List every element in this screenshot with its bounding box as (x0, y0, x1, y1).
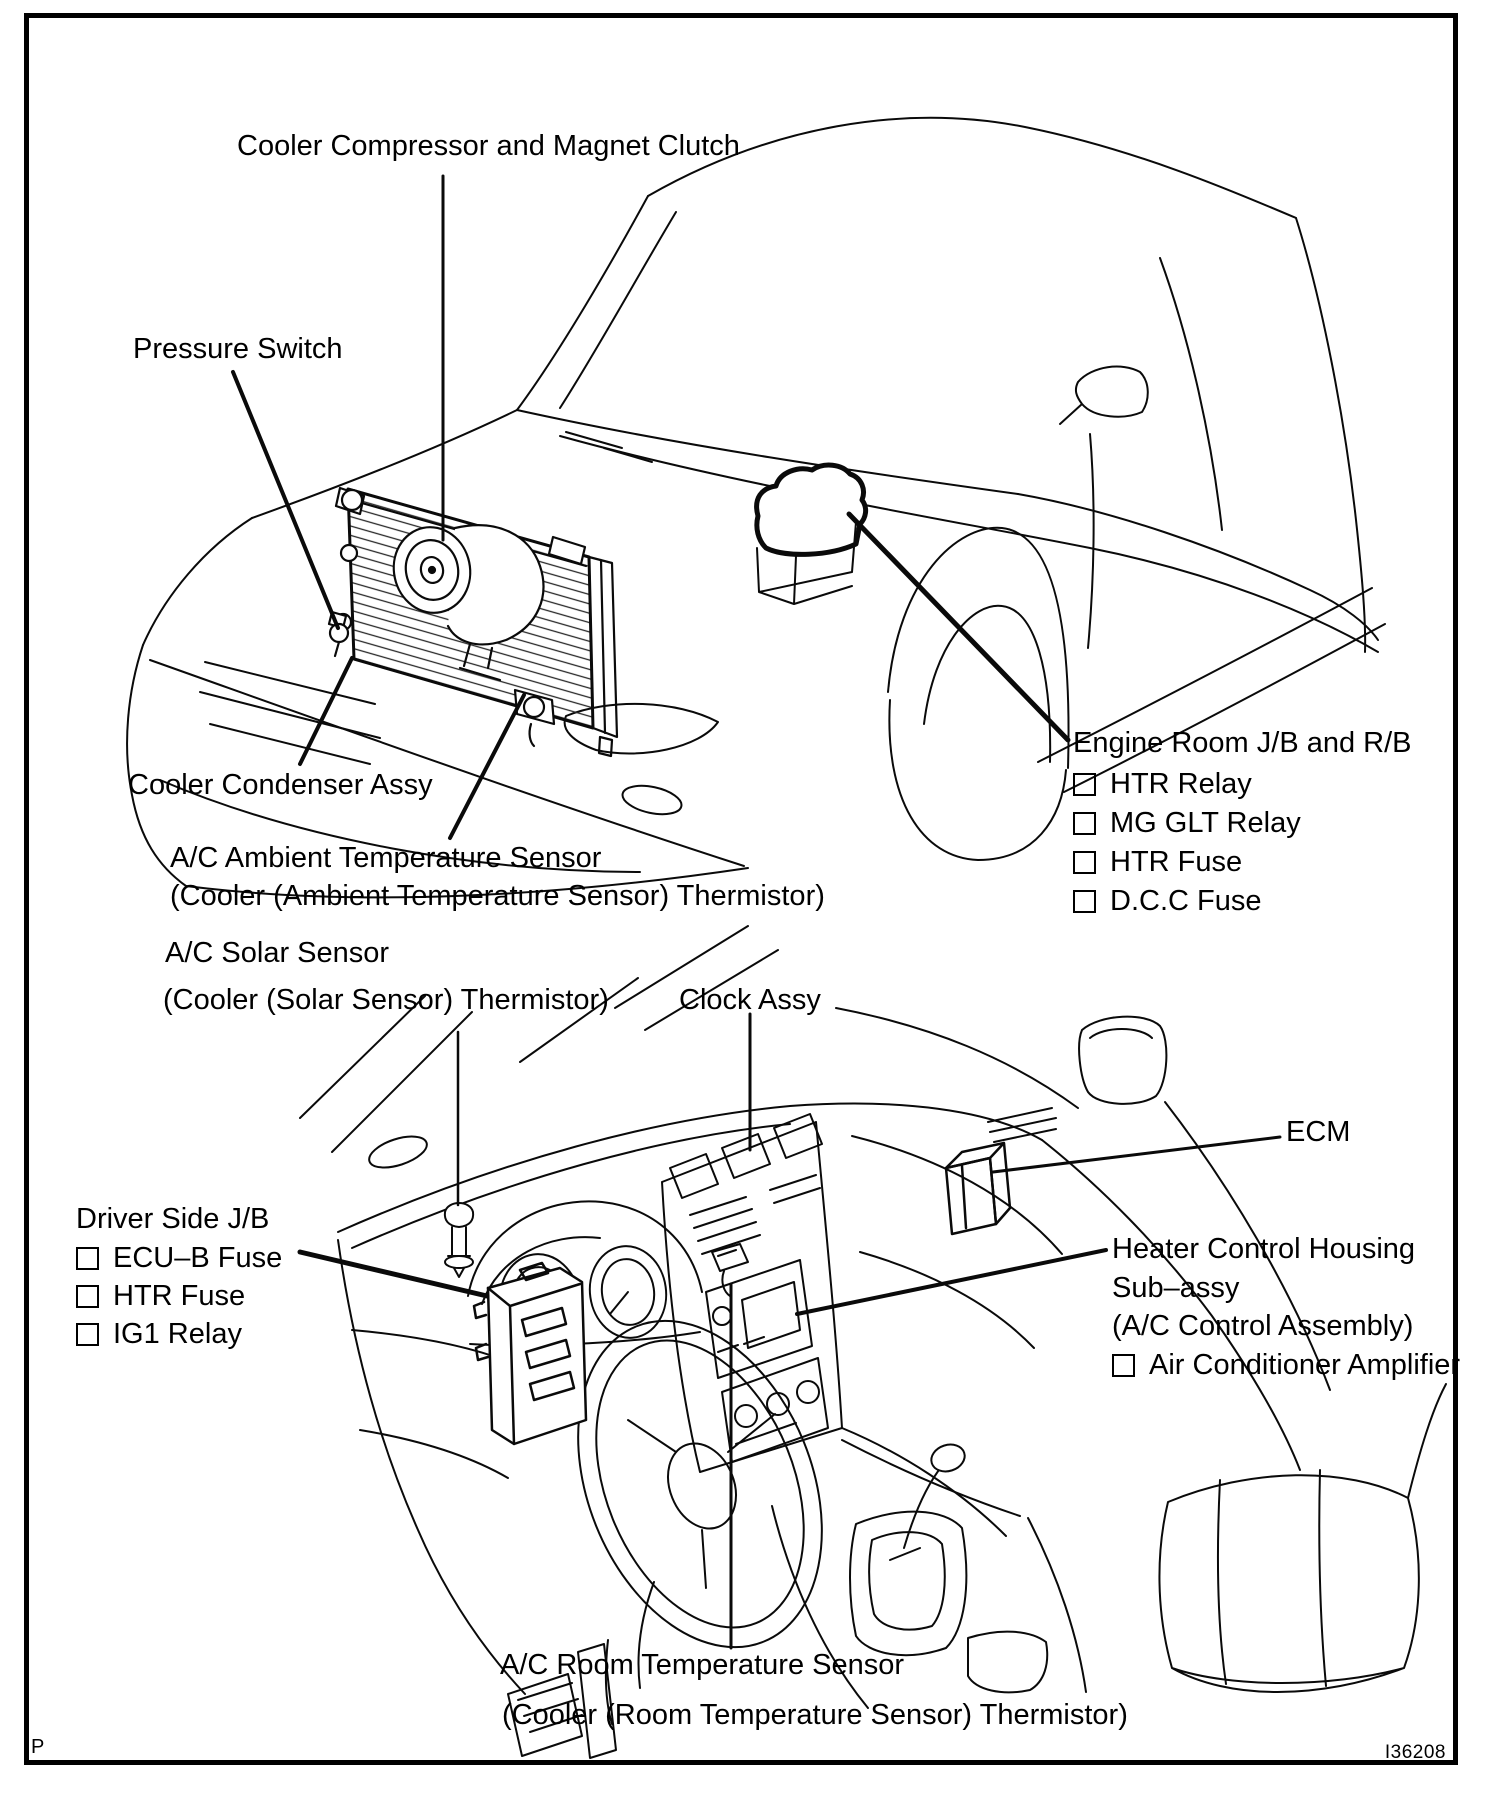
label-heater-control-line2: Sub–assy (1112, 1272, 1240, 1304)
car-a-pillar-inner (560, 212, 676, 408)
engine-room-item-mg-clt-relay (1073, 807, 1301, 840)
driver-jb-item-ecub-fuse (76, 1242, 282, 1275)
label-ecm: ECM (1286, 1116, 1351, 1148)
bumper-top (150, 660, 744, 866)
side-mirror (1060, 367, 1148, 424)
door-mirror (1079, 1017, 1166, 1104)
part-item-label: HTR Relay (1110, 768, 1252, 800)
leader-ambient-sensor (450, 695, 524, 838)
dash-top-edge (338, 1104, 1042, 1232)
car-a-pillar (517, 196, 648, 410)
fender-line (1018, 494, 1378, 640)
checkbox-icon (1073, 773, 1096, 796)
heater-dial-1 (735, 1405, 757, 1427)
part-item-label: HTR Fuse (1110, 846, 1243, 878)
leader-ecm (993, 1137, 1280, 1172)
checkbox-icon (76, 1285, 99, 1308)
label-engine-room-jb-title: Engine Room J/B and R/B (1073, 727, 1412, 759)
seat-cushion (1159, 1384, 1446, 1692)
label-solar-sensor-line2: (Cooler (Solar Sensor) Thermistor) (163, 984, 609, 1016)
jb-cover (757, 465, 866, 554)
console-tray (968, 1632, 1047, 1693)
steering-spokes (628, 1414, 775, 1588)
door-glass-line (1160, 258, 1222, 530)
driver-jb-item-ig1-relay (76, 1318, 242, 1351)
checkbox-icon (1073, 812, 1096, 835)
figure-code: I36208 (1384, 1742, 1446, 1763)
part-item-label: Air Conditioner Amplifier (1149, 1349, 1461, 1381)
checkbox-icon (76, 1323, 99, 1346)
front-nose (143, 518, 252, 645)
label-ambient-sensor-line1: A/C Ambient Temperature Sensor (170, 842, 602, 874)
heater-item-ac-amplifier (1112, 1349, 1460, 1382)
solar-sensor-part (445, 1203, 473, 1277)
label-room-sensor-line2: (Cooler (Room Temperature Sensor) Thermistor) (502, 1699, 1128, 1731)
label-heater-control-line3: (A/C Control Assembly) (1112, 1310, 1414, 1342)
condenser-bolt-2 (341, 545, 357, 561)
windshield-base (517, 410, 1018, 494)
ecm-part (946, 1143, 1010, 1234)
wheel-arch-inner (924, 606, 1050, 762)
ambient-sensor-part (524, 697, 544, 717)
front-tire (889, 700, 1066, 860)
grille-slats (200, 662, 380, 764)
fog-light (620, 781, 684, 819)
car-right-edge (1296, 218, 1365, 652)
label-driver-jb-title: Driver Side J/B (76, 1203, 270, 1235)
checkbox-icon (1073, 890, 1096, 913)
shift-knob (928, 1440, 968, 1475)
dash-speaker-hatch (988, 1108, 1056, 1142)
driver-jb-part (474, 1263, 586, 1444)
engine-room-item-htr-fuse (1073, 846, 1242, 879)
windshield-header (836, 1008, 1078, 1108)
car-roof-line (648, 118, 1296, 218)
part-item-label: IG1 Relay (113, 1318, 242, 1350)
label-cooler-condenser: Cooler Condenser Assy (128, 769, 433, 801)
steering-wheel-inner (557, 1310, 844, 1659)
label-pressure-switch: Pressure Switch (133, 333, 343, 365)
side-vent (365, 1130, 430, 1173)
steering-hub (656, 1433, 748, 1539)
cooler-condenser-part (329, 488, 617, 756)
leader-condenser (300, 658, 352, 764)
checkbox-icon (76, 1247, 99, 1270)
label-cooler-compressor: Cooler Compressor and Magnet Clutch (237, 130, 740, 162)
audio-knob (713, 1307, 731, 1325)
condenser-tank (589, 557, 617, 756)
heater-dial-3 (797, 1381, 819, 1403)
leader-driver-jb (300, 1252, 487, 1296)
checkbox-icon (1112, 1354, 1135, 1377)
engine-room-item-dcc-fuse (1073, 885, 1261, 918)
part-item-label: HTR Fuse (113, 1280, 246, 1312)
label-ambient-sensor-line2: (Cooler (Ambient Temperature Sensor) Thermistor) (170, 880, 825, 912)
ambient-sensor-tail (530, 724, 534, 746)
label-room-sensor-line1: A/C Room Temperature Sensor (500, 1649, 905, 1681)
leader-heater-control (797, 1250, 1106, 1314)
label-solar-sensor-line1: A/C Solar Sensor (165, 937, 390, 969)
driver-jb-item-htr-fuse (76, 1280, 245, 1313)
condenser-bolt-1 (342, 490, 362, 510)
label-clock-assy: Clock Assy (679, 984, 821, 1016)
fender-edge (1088, 434, 1094, 648)
engine-room-jb-part (757, 465, 866, 604)
engine-room-item-htr-relay (1073, 768, 1252, 801)
page-marker: P (31, 1736, 45, 1758)
part-item-label: ECU–B Fuse (113, 1242, 283, 1274)
part-item-label: D.C.C Fuse (1110, 885, 1262, 917)
label-heater-control-line1: Heater Control Housing (1112, 1233, 1416, 1265)
leader-pressure-switch (233, 372, 338, 628)
door-line (1042, 1140, 1300, 1470)
dash-top-edge-2 (352, 1124, 790, 1248)
clock-assy-part (670, 1114, 822, 1198)
checkbox-icon (1073, 851, 1096, 874)
part-item-label: MG GLT Relay (1110, 807, 1301, 839)
compressor-center (429, 567, 435, 573)
